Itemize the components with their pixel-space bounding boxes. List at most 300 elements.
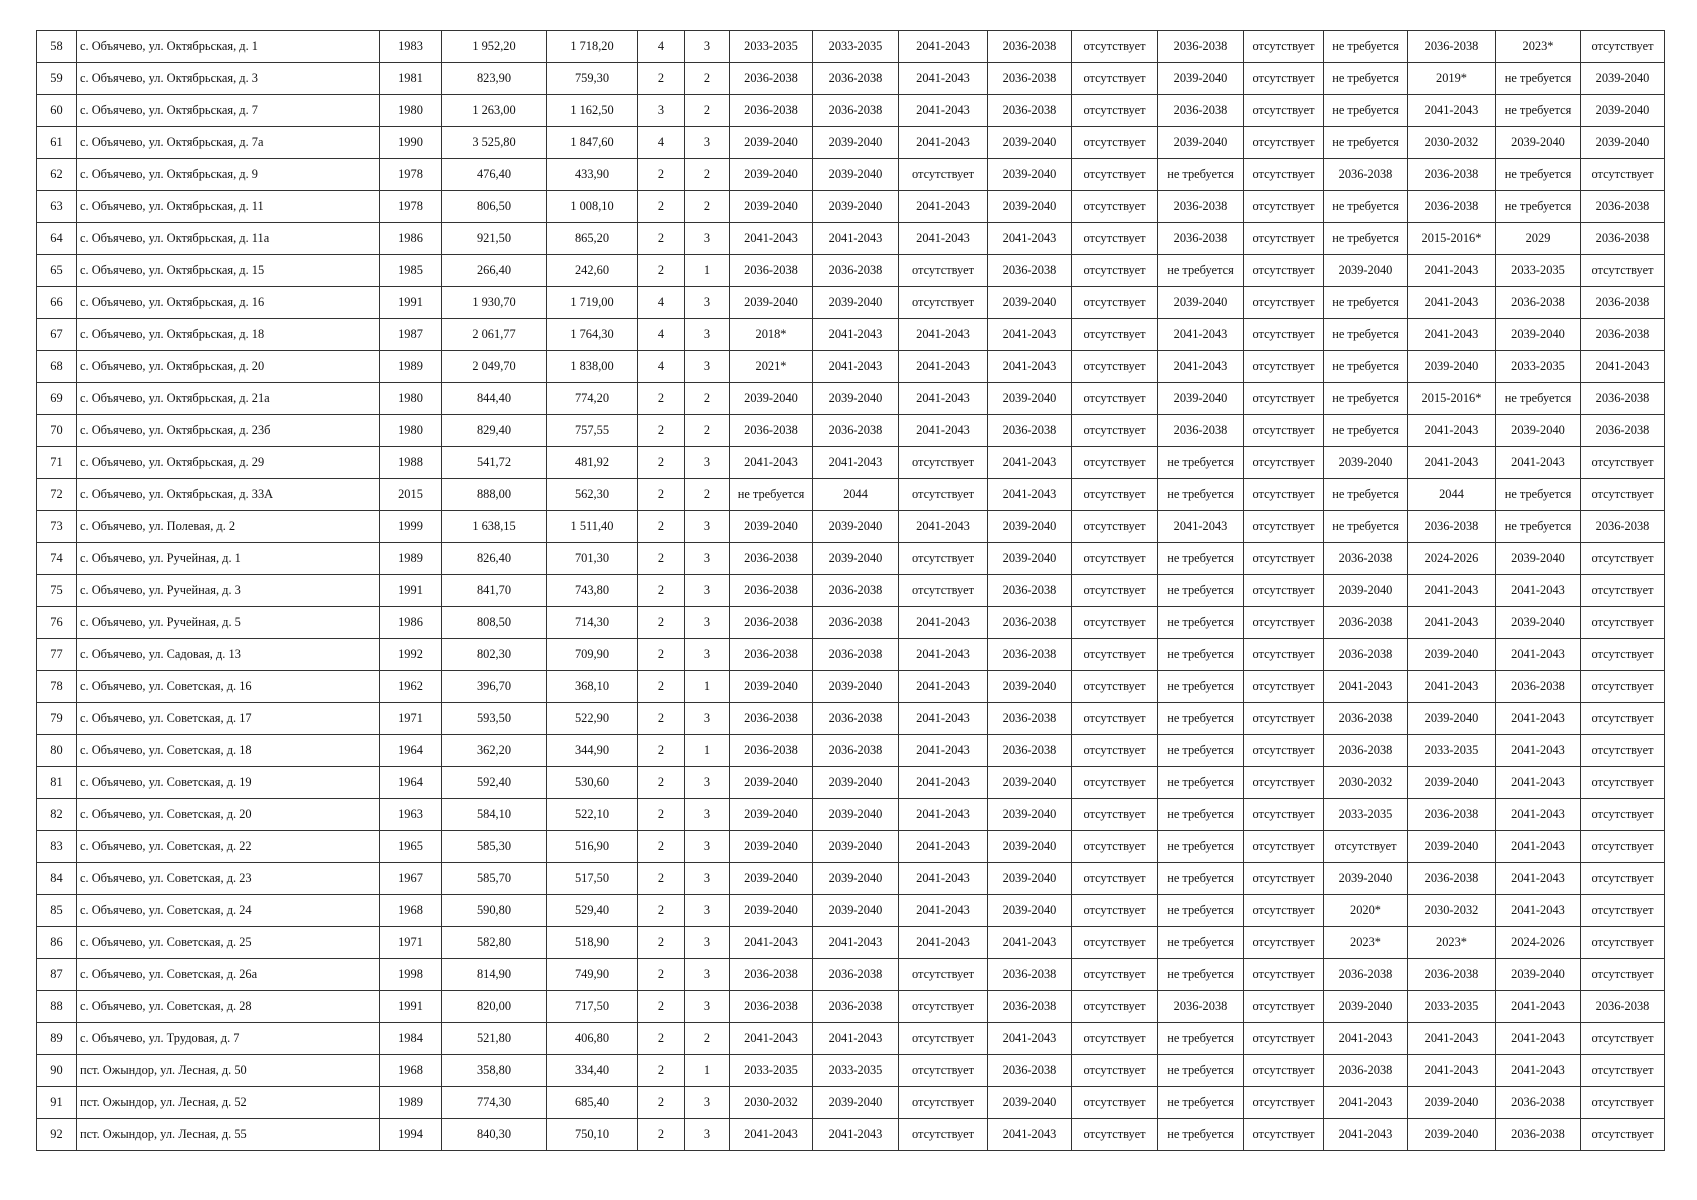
cell-entrances: 2 xyxy=(685,479,730,511)
cell-work-7: отсутствует xyxy=(1244,223,1324,255)
cell-work-10: не требуется xyxy=(1496,511,1581,543)
cell-work-5: отсутствует xyxy=(1072,191,1158,223)
cell-work-7: отсутствует xyxy=(1244,831,1324,863)
cell-floors: 2 xyxy=(638,863,685,895)
cell-work-6: не требуется xyxy=(1158,799,1244,831)
cell-row-number: 69 xyxy=(37,383,77,415)
cell-work-7: отсутствует xyxy=(1244,959,1324,991)
cell-year-built: 1991 xyxy=(380,575,442,607)
cell-work-6: 2039-2040 xyxy=(1158,127,1244,159)
cell-work-1: 2036-2038 xyxy=(730,991,813,1023)
cell-work-1: 2041-2043 xyxy=(730,1119,813,1151)
cell-work-3: 2041-2043 xyxy=(899,831,988,863)
cell-floors: 4 xyxy=(638,351,685,383)
cell-work-5: отсутствует xyxy=(1072,927,1158,959)
cell-floors: 2 xyxy=(638,479,685,511)
cell-year-built: 1992 xyxy=(380,639,442,671)
cell-work-3: 2041-2043 xyxy=(899,927,988,959)
cell-work-8: 2036-2038 xyxy=(1324,639,1408,671)
cell-total-area: 2 061,77 xyxy=(442,319,547,351)
cell-work-10: 2039-2040 xyxy=(1496,959,1581,991)
cell-work-10: 2041-2043 xyxy=(1496,831,1581,863)
cell-work-2: 2036-2038 xyxy=(813,959,899,991)
cell-address: с. Объячево, ул. Советская, д. 25 xyxy=(77,927,380,959)
cell-work-1: 2041-2043 xyxy=(730,1023,813,1055)
cell-work-9: 2036-2038 xyxy=(1408,511,1496,543)
cell-work-3: 2041-2043 xyxy=(899,703,988,735)
cell-floors: 2 xyxy=(638,415,685,447)
cell-work-3: 2041-2043 xyxy=(899,95,988,127)
cell-work-10: 2033-2035 xyxy=(1496,255,1581,287)
cell-work-8: не требуется xyxy=(1324,127,1408,159)
cell-work-1: 2036-2038 xyxy=(730,543,813,575)
cell-work-1: 2041-2043 xyxy=(730,447,813,479)
cell-work-6: не требуется xyxy=(1158,895,1244,927)
cell-work-9: 2041-2043 xyxy=(1408,1055,1496,1087)
cell-year-built: 1980 xyxy=(380,95,442,127)
cell-work-6: 2041-2043 xyxy=(1158,511,1244,543)
cell-address: с. Объячево, ул. Октябрьская, д. 29 xyxy=(77,447,380,479)
cell-floors: 2 xyxy=(638,63,685,95)
cell-year-built: 1985 xyxy=(380,255,442,287)
cell-work-10: 2041-2043 xyxy=(1496,799,1581,831)
cell-work-1: 2021* xyxy=(730,351,813,383)
cell-entrances: 3 xyxy=(685,863,730,895)
table-row xyxy=(37,383,1665,415)
cell-work-8: 2039-2040 xyxy=(1324,575,1408,607)
cell-total-area: 521,80 xyxy=(442,1023,547,1055)
cell-entrances: 1 xyxy=(685,1055,730,1087)
cell-work-11: 2036-2038 xyxy=(1581,511,1665,543)
cell-row-number: 63 xyxy=(37,191,77,223)
cell-work-7: отсутствует xyxy=(1244,351,1324,383)
cell-work-11: отсутствует xyxy=(1581,607,1665,639)
cell-floors: 2 xyxy=(638,895,685,927)
cell-total-area: 1 930,70 xyxy=(442,287,547,319)
cell-living-area: 516,90 xyxy=(547,831,638,863)
cell-work-1: 2039-2040 xyxy=(730,127,813,159)
cell-work-9: 2039-2040 xyxy=(1408,639,1496,671)
cell-address: с. Объячево, ул. Советская, д. 26а xyxy=(77,959,380,991)
cell-work-11: 2036-2038 xyxy=(1581,287,1665,319)
table-row xyxy=(37,1119,1665,1151)
cell-work-10: 2024-2026 xyxy=(1496,927,1581,959)
cell-address: с. Объячево, ул. Советская, д. 17 xyxy=(77,703,380,735)
cell-year-built: 1980 xyxy=(380,383,442,415)
cell-total-area: 585,30 xyxy=(442,831,547,863)
cell-work-7: отсутствует xyxy=(1244,895,1324,927)
cell-row-number: 90 xyxy=(37,1055,77,1087)
cell-entrances: 3 xyxy=(685,1119,730,1151)
cell-work-8: отсутствует xyxy=(1324,831,1408,863)
table-row xyxy=(37,447,1665,479)
cell-work-5: отсутствует xyxy=(1072,831,1158,863)
cell-entrances: 3 xyxy=(685,703,730,735)
cell-total-area: 582,80 xyxy=(442,927,547,959)
cell-work-11: отсутствует xyxy=(1581,31,1665,63)
cell-row-number: 83 xyxy=(37,831,77,863)
cell-work-1: 2039-2040 xyxy=(730,511,813,543)
cell-work-6: не требуется xyxy=(1158,1119,1244,1151)
table-body xyxy=(37,31,1665,1151)
cell-work-8: не требуется xyxy=(1324,223,1408,255)
cell-work-5: отсутствует xyxy=(1072,863,1158,895)
cell-work-2: 2036-2038 xyxy=(813,607,899,639)
cell-work-10: 2029 xyxy=(1496,223,1581,255)
cell-work-10: не требуется xyxy=(1496,63,1581,95)
cell-row-number: 61 xyxy=(37,127,77,159)
cell-living-area: 709,90 xyxy=(547,639,638,671)
cell-living-area: 530,60 xyxy=(547,767,638,799)
cell-floors: 2 xyxy=(638,223,685,255)
cell-work-4: 2039-2040 xyxy=(988,191,1072,223)
cell-entrances: 3 xyxy=(685,607,730,639)
cell-year-built: 1989 xyxy=(380,1087,442,1119)
cell-work-4: 2039-2040 xyxy=(988,543,1072,575)
cell-work-11: отсутствует xyxy=(1581,1055,1665,1087)
cell-work-10: 2041-2043 xyxy=(1496,1023,1581,1055)
cell-row-number: 86 xyxy=(37,927,77,959)
cell-work-8: 2023* xyxy=(1324,927,1408,959)
cell-work-2: 2036-2038 xyxy=(813,703,899,735)
cell-work-10: 2041-2043 xyxy=(1496,767,1581,799)
cell-work-6: 2039-2040 xyxy=(1158,383,1244,415)
cell-floors: 4 xyxy=(638,127,685,159)
cell-work-2: 2041-2043 xyxy=(813,447,899,479)
table-row xyxy=(37,991,1665,1023)
cell-floors: 2 xyxy=(638,831,685,863)
cell-total-area: 592,40 xyxy=(442,767,547,799)
cell-work-5: отсутствует xyxy=(1072,383,1158,415)
cell-work-6: не требуется xyxy=(1158,927,1244,959)
cell-work-4: 2039-2040 xyxy=(988,831,1072,863)
cell-work-5: отсутствует xyxy=(1072,127,1158,159)
cell-work-2: 2039-2040 xyxy=(813,895,899,927)
cell-work-6: не требуется xyxy=(1158,543,1244,575)
cell-work-11: 2039-2040 xyxy=(1581,127,1665,159)
cell-year-built: 1988 xyxy=(380,447,442,479)
cell-address: с. Объячево, ул. Советская, д. 23 xyxy=(77,863,380,895)
cell-work-3: отсутствует xyxy=(899,159,988,191)
cell-entrances: 3 xyxy=(685,799,730,831)
cell-work-4: 2041-2043 xyxy=(988,479,1072,511)
cell-address: пст. Ожындор, ул. Лесная, д. 55 xyxy=(77,1119,380,1151)
cell-work-6: не требуется xyxy=(1158,671,1244,703)
table-row xyxy=(37,511,1665,543)
cell-work-4: 2039-2040 xyxy=(988,863,1072,895)
cell-work-4: 2039-2040 xyxy=(988,895,1072,927)
cell-work-5: отсутствует xyxy=(1072,1023,1158,1055)
cell-work-9: 2036-2038 xyxy=(1408,799,1496,831)
cell-work-1: 2033-2035 xyxy=(730,31,813,63)
cell-work-7: отсутствует xyxy=(1244,863,1324,895)
cell-work-7: отсутствует xyxy=(1244,319,1324,351)
cell-work-4: 2039-2040 xyxy=(988,383,1072,415)
table-row xyxy=(37,799,1665,831)
cell-entrances: 3 xyxy=(685,767,730,799)
cell-work-1: 2036-2038 xyxy=(730,255,813,287)
cell-row-number: 65 xyxy=(37,255,77,287)
cell-entrances: 3 xyxy=(685,831,730,863)
cell-year-built: 1967 xyxy=(380,863,442,895)
cell-address: с. Объячево, ул. Октябрьская, д. 9 xyxy=(77,159,380,191)
cell-work-10: не требуется xyxy=(1496,95,1581,127)
cell-row-number: 73 xyxy=(37,511,77,543)
cell-work-1: 2030-2032 xyxy=(730,1087,813,1119)
cell-work-11: 2036-2038 xyxy=(1581,991,1665,1023)
cell-work-3: 2041-2043 xyxy=(899,639,988,671)
cell-total-area: 888,00 xyxy=(442,479,547,511)
cell-work-11: 2039-2040 xyxy=(1581,63,1665,95)
cell-work-4: 2036-2038 xyxy=(988,607,1072,639)
cell-year-built: 1984 xyxy=(380,1023,442,1055)
cell-row-number: 71 xyxy=(37,447,77,479)
cell-work-11: отсутствует xyxy=(1581,831,1665,863)
cell-work-8: 2039-2040 xyxy=(1324,255,1408,287)
cell-work-10: 2039-2040 xyxy=(1496,319,1581,351)
cell-living-area: 774,20 xyxy=(547,383,638,415)
cell-row-number: 59 xyxy=(37,63,77,95)
cell-work-9: 2041-2043 xyxy=(1408,255,1496,287)
cell-year-built: 1962 xyxy=(380,671,442,703)
cell-floors: 2 xyxy=(638,671,685,703)
cell-work-8: не требуется xyxy=(1324,511,1408,543)
cell-entrances: 1 xyxy=(685,255,730,287)
cell-work-6: 2041-2043 xyxy=(1158,319,1244,351)
cell-work-1: 2036-2038 xyxy=(730,607,813,639)
cell-living-area: 1 719,00 xyxy=(547,287,638,319)
cell-work-11: отсутствует xyxy=(1581,1087,1665,1119)
cell-entrances: 3 xyxy=(685,895,730,927)
cell-work-8: 2020* xyxy=(1324,895,1408,927)
cell-work-1: 2033-2035 xyxy=(730,1055,813,1087)
cell-address: с. Объячево, ул. Октябрьская, д. 16 xyxy=(77,287,380,319)
cell-work-9: 2030-2032 xyxy=(1408,895,1496,927)
cell-work-2: 2036-2038 xyxy=(813,95,899,127)
cell-work-6: не требуется xyxy=(1158,703,1244,735)
cell-work-5: отсутствует xyxy=(1072,1087,1158,1119)
cell-work-8: 2039-2040 xyxy=(1324,863,1408,895)
cell-work-6: не требуется xyxy=(1158,735,1244,767)
table-row xyxy=(37,479,1665,511)
cell-work-10: 2039-2040 xyxy=(1496,607,1581,639)
cell-work-9: 2041-2043 xyxy=(1408,95,1496,127)
cell-work-2: 2036-2038 xyxy=(813,639,899,671)
cell-work-10: 2041-2043 xyxy=(1496,639,1581,671)
cell-work-8: 2036-2038 xyxy=(1324,959,1408,991)
cell-entrances: 2 xyxy=(685,95,730,127)
cell-work-10: не требуется xyxy=(1496,479,1581,511)
cell-work-8: не требуется xyxy=(1324,479,1408,511)
cell-work-8: 2041-2043 xyxy=(1324,1087,1408,1119)
cell-address: с. Объячево, ул. Советская, д. 28 xyxy=(77,991,380,1023)
cell-work-6: не требуется xyxy=(1158,863,1244,895)
cell-work-9: 2033-2035 xyxy=(1408,991,1496,1023)
cell-work-2: 2039-2040 xyxy=(813,159,899,191)
cell-floors: 2 xyxy=(638,255,685,287)
cell-row-number: 80 xyxy=(37,735,77,767)
cell-year-built: 1963 xyxy=(380,799,442,831)
cell-work-6: не требуется xyxy=(1158,831,1244,863)
cell-total-area: 823,90 xyxy=(442,63,547,95)
cell-work-7: отсутствует xyxy=(1244,159,1324,191)
cell-work-4: 2039-2040 xyxy=(988,287,1072,319)
cell-work-11: 2039-2040 xyxy=(1581,95,1665,127)
cell-entrances: 3 xyxy=(685,575,730,607)
cell-total-area: 541,72 xyxy=(442,447,547,479)
cell-work-3: 2041-2043 xyxy=(899,31,988,63)
cell-living-area: 714,30 xyxy=(547,607,638,639)
cell-row-number: 82 xyxy=(37,799,77,831)
cell-work-11: отсутствует xyxy=(1581,543,1665,575)
cell-work-7: отсутствует xyxy=(1244,735,1324,767)
cell-work-4: 2039-2040 xyxy=(988,511,1072,543)
cell-year-built: 1965 xyxy=(380,831,442,863)
cell-work-7: отсутствует xyxy=(1244,255,1324,287)
cell-work-2: 2039-2040 xyxy=(813,287,899,319)
table-row xyxy=(37,287,1665,319)
cell-total-area: 820,00 xyxy=(442,991,547,1023)
cell-total-area: 808,50 xyxy=(442,607,547,639)
cell-work-7: отсутствует xyxy=(1244,127,1324,159)
cell-floors: 4 xyxy=(638,31,685,63)
cell-work-10: не требуется xyxy=(1496,383,1581,415)
cell-address: с. Объячево, ул. Октябрьская, д. 3 xyxy=(77,63,380,95)
cell-address: с. Объячево, ул. Октябрьская, д. 15 xyxy=(77,255,380,287)
cell-living-area: 368,10 xyxy=(547,671,638,703)
cell-work-9: 2041-2043 xyxy=(1408,319,1496,351)
cell-work-11: 2041-2043 xyxy=(1581,351,1665,383)
cell-work-5: отсутствует xyxy=(1072,543,1158,575)
cell-living-area: 518,90 xyxy=(547,927,638,959)
cell-work-11: отсутствует xyxy=(1581,1023,1665,1055)
cell-work-3: 2041-2043 xyxy=(899,511,988,543)
cell-work-7: отсутствует xyxy=(1244,95,1324,127)
cell-work-8: не требуется xyxy=(1324,351,1408,383)
cell-floors: 2 xyxy=(638,191,685,223)
cell-entrances: 2 xyxy=(685,191,730,223)
cell-work-1: 2039-2040 xyxy=(730,671,813,703)
cell-work-4: 2036-2038 xyxy=(988,575,1072,607)
cell-work-4: 2036-2038 xyxy=(988,63,1072,95)
cell-work-11: отсутствует xyxy=(1581,895,1665,927)
cell-address: с. Объячево, ул. Октябрьская, д. 20 xyxy=(77,351,380,383)
cell-row-number: 91 xyxy=(37,1087,77,1119)
cell-entrances: 2 xyxy=(685,159,730,191)
cell-work-5: отсутствует xyxy=(1072,1119,1158,1151)
cell-work-11: отсутствует xyxy=(1581,671,1665,703)
cell-work-1: 2039-2040 xyxy=(730,863,813,895)
cell-living-area: 481,92 xyxy=(547,447,638,479)
cell-row-number: 79 xyxy=(37,703,77,735)
cell-work-10: 2041-2043 xyxy=(1496,895,1581,927)
cell-work-11: отсутствует xyxy=(1581,927,1665,959)
cell-work-7: отсутствует xyxy=(1244,799,1324,831)
cell-address: пст. Ожындор, ул. Лесная, д. 50 xyxy=(77,1055,380,1087)
cell-year-built: 1986 xyxy=(380,607,442,639)
cell-address: с. Объячево, ул. Ручейная, д. 1 xyxy=(77,543,380,575)
cell-work-1: 2039-2040 xyxy=(730,831,813,863)
cell-year-built: 1994 xyxy=(380,1119,442,1151)
cell-work-4: 2036-2038 xyxy=(988,415,1072,447)
cell-living-area: 1 511,40 xyxy=(547,511,638,543)
cell-entrances: 3 xyxy=(685,639,730,671)
cell-work-2: 2039-2040 xyxy=(813,863,899,895)
cell-work-10: 2036-2038 xyxy=(1496,671,1581,703)
cell-living-area: 529,40 xyxy=(547,895,638,927)
cell-work-4: 2039-2040 xyxy=(988,799,1072,831)
cell-work-3: отсутствует xyxy=(899,1023,988,1055)
cell-year-built: 1980 xyxy=(380,415,442,447)
table-row xyxy=(37,735,1665,767)
cell-work-8: 2036-2038 xyxy=(1324,1055,1408,1087)
cell-work-5: отсутствует xyxy=(1072,319,1158,351)
cell-floors: 2 xyxy=(638,607,685,639)
cell-work-10: 2023* xyxy=(1496,31,1581,63)
cell-work-4: 2036-2038 xyxy=(988,735,1072,767)
cell-total-area: 590,80 xyxy=(442,895,547,927)
cell-row-number: 58 xyxy=(37,31,77,63)
table-row xyxy=(37,127,1665,159)
cell-work-3: отсутствует xyxy=(899,543,988,575)
cell-address: с. Объячево, ул. Октябрьская, д. 33А xyxy=(77,479,380,511)
cell-row-number: 88 xyxy=(37,991,77,1023)
cell-address: с. Объячево, ул. Советская, д. 19 xyxy=(77,767,380,799)
cell-work-8: 2030-2032 xyxy=(1324,767,1408,799)
cell-row-number: 84 xyxy=(37,863,77,895)
cell-total-area: 396,70 xyxy=(442,671,547,703)
cell-work-11: 2036-2038 xyxy=(1581,223,1665,255)
cell-work-2: 2036-2038 xyxy=(813,255,899,287)
cell-work-11: отсутствует xyxy=(1581,479,1665,511)
cell-work-5: отсутствует xyxy=(1072,31,1158,63)
cell-work-11: отсутствует xyxy=(1581,799,1665,831)
cell-work-5: отсутствует xyxy=(1072,767,1158,799)
cell-work-5: отсутствует xyxy=(1072,639,1158,671)
cell-work-9: 2039-2040 xyxy=(1408,767,1496,799)
cell-work-4: 2036-2038 xyxy=(988,639,1072,671)
table-row xyxy=(37,671,1665,703)
table-row xyxy=(37,415,1665,447)
cell-work-10: 2039-2040 xyxy=(1496,127,1581,159)
cell-work-3: отсутствует xyxy=(899,575,988,607)
cell-work-9: 2015-2016* xyxy=(1408,383,1496,415)
table-row xyxy=(37,543,1665,575)
cell-total-area: 840,30 xyxy=(442,1119,547,1151)
cell-row-number: 74 xyxy=(37,543,77,575)
cell-total-area: 844,40 xyxy=(442,383,547,415)
cell-living-area: 1 764,30 xyxy=(547,319,638,351)
table-row xyxy=(37,767,1665,799)
cell-address: с. Объячево, ул. Октябрьская, д. 7а xyxy=(77,127,380,159)
cell-work-5: отсутствует xyxy=(1072,703,1158,735)
cell-work-10: 2041-2043 xyxy=(1496,703,1581,735)
cell-entrances: 3 xyxy=(685,319,730,351)
cell-work-5: отсутствует xyxy=(1072,1055,1158,1087)
cell-work-9: 2041-2043 xyxy=(1408,287,1496,319)
cell-work-11: отсутствует xyxy=(1581,863,1665,895)
cell-entrances: 1 xyxy=(685,671,730,703)
cell-entrances: 3 xyxy=(685,127,730,159)
cell-work-7: отсутствует xyxy=(1244,543,1324,575)
cell-work-9: 2036-2038 xyxy=(1408,863,1496,895)
cell-work-9: 2039-2040 xyxy=(1408,831,1496,863)
cell-work-3: 2041-2043 xyxy=(899,127,988,159)
cell-total-area: 585,70 xyxy=(442,863,547,895)
table-row xyxy=(37,31,1665,63)
cell-living-area: 1 008,10 xyxy=(547,191,638,223)
cell-total-area: 358,80 xyxy=(442,1055,547,1087)
